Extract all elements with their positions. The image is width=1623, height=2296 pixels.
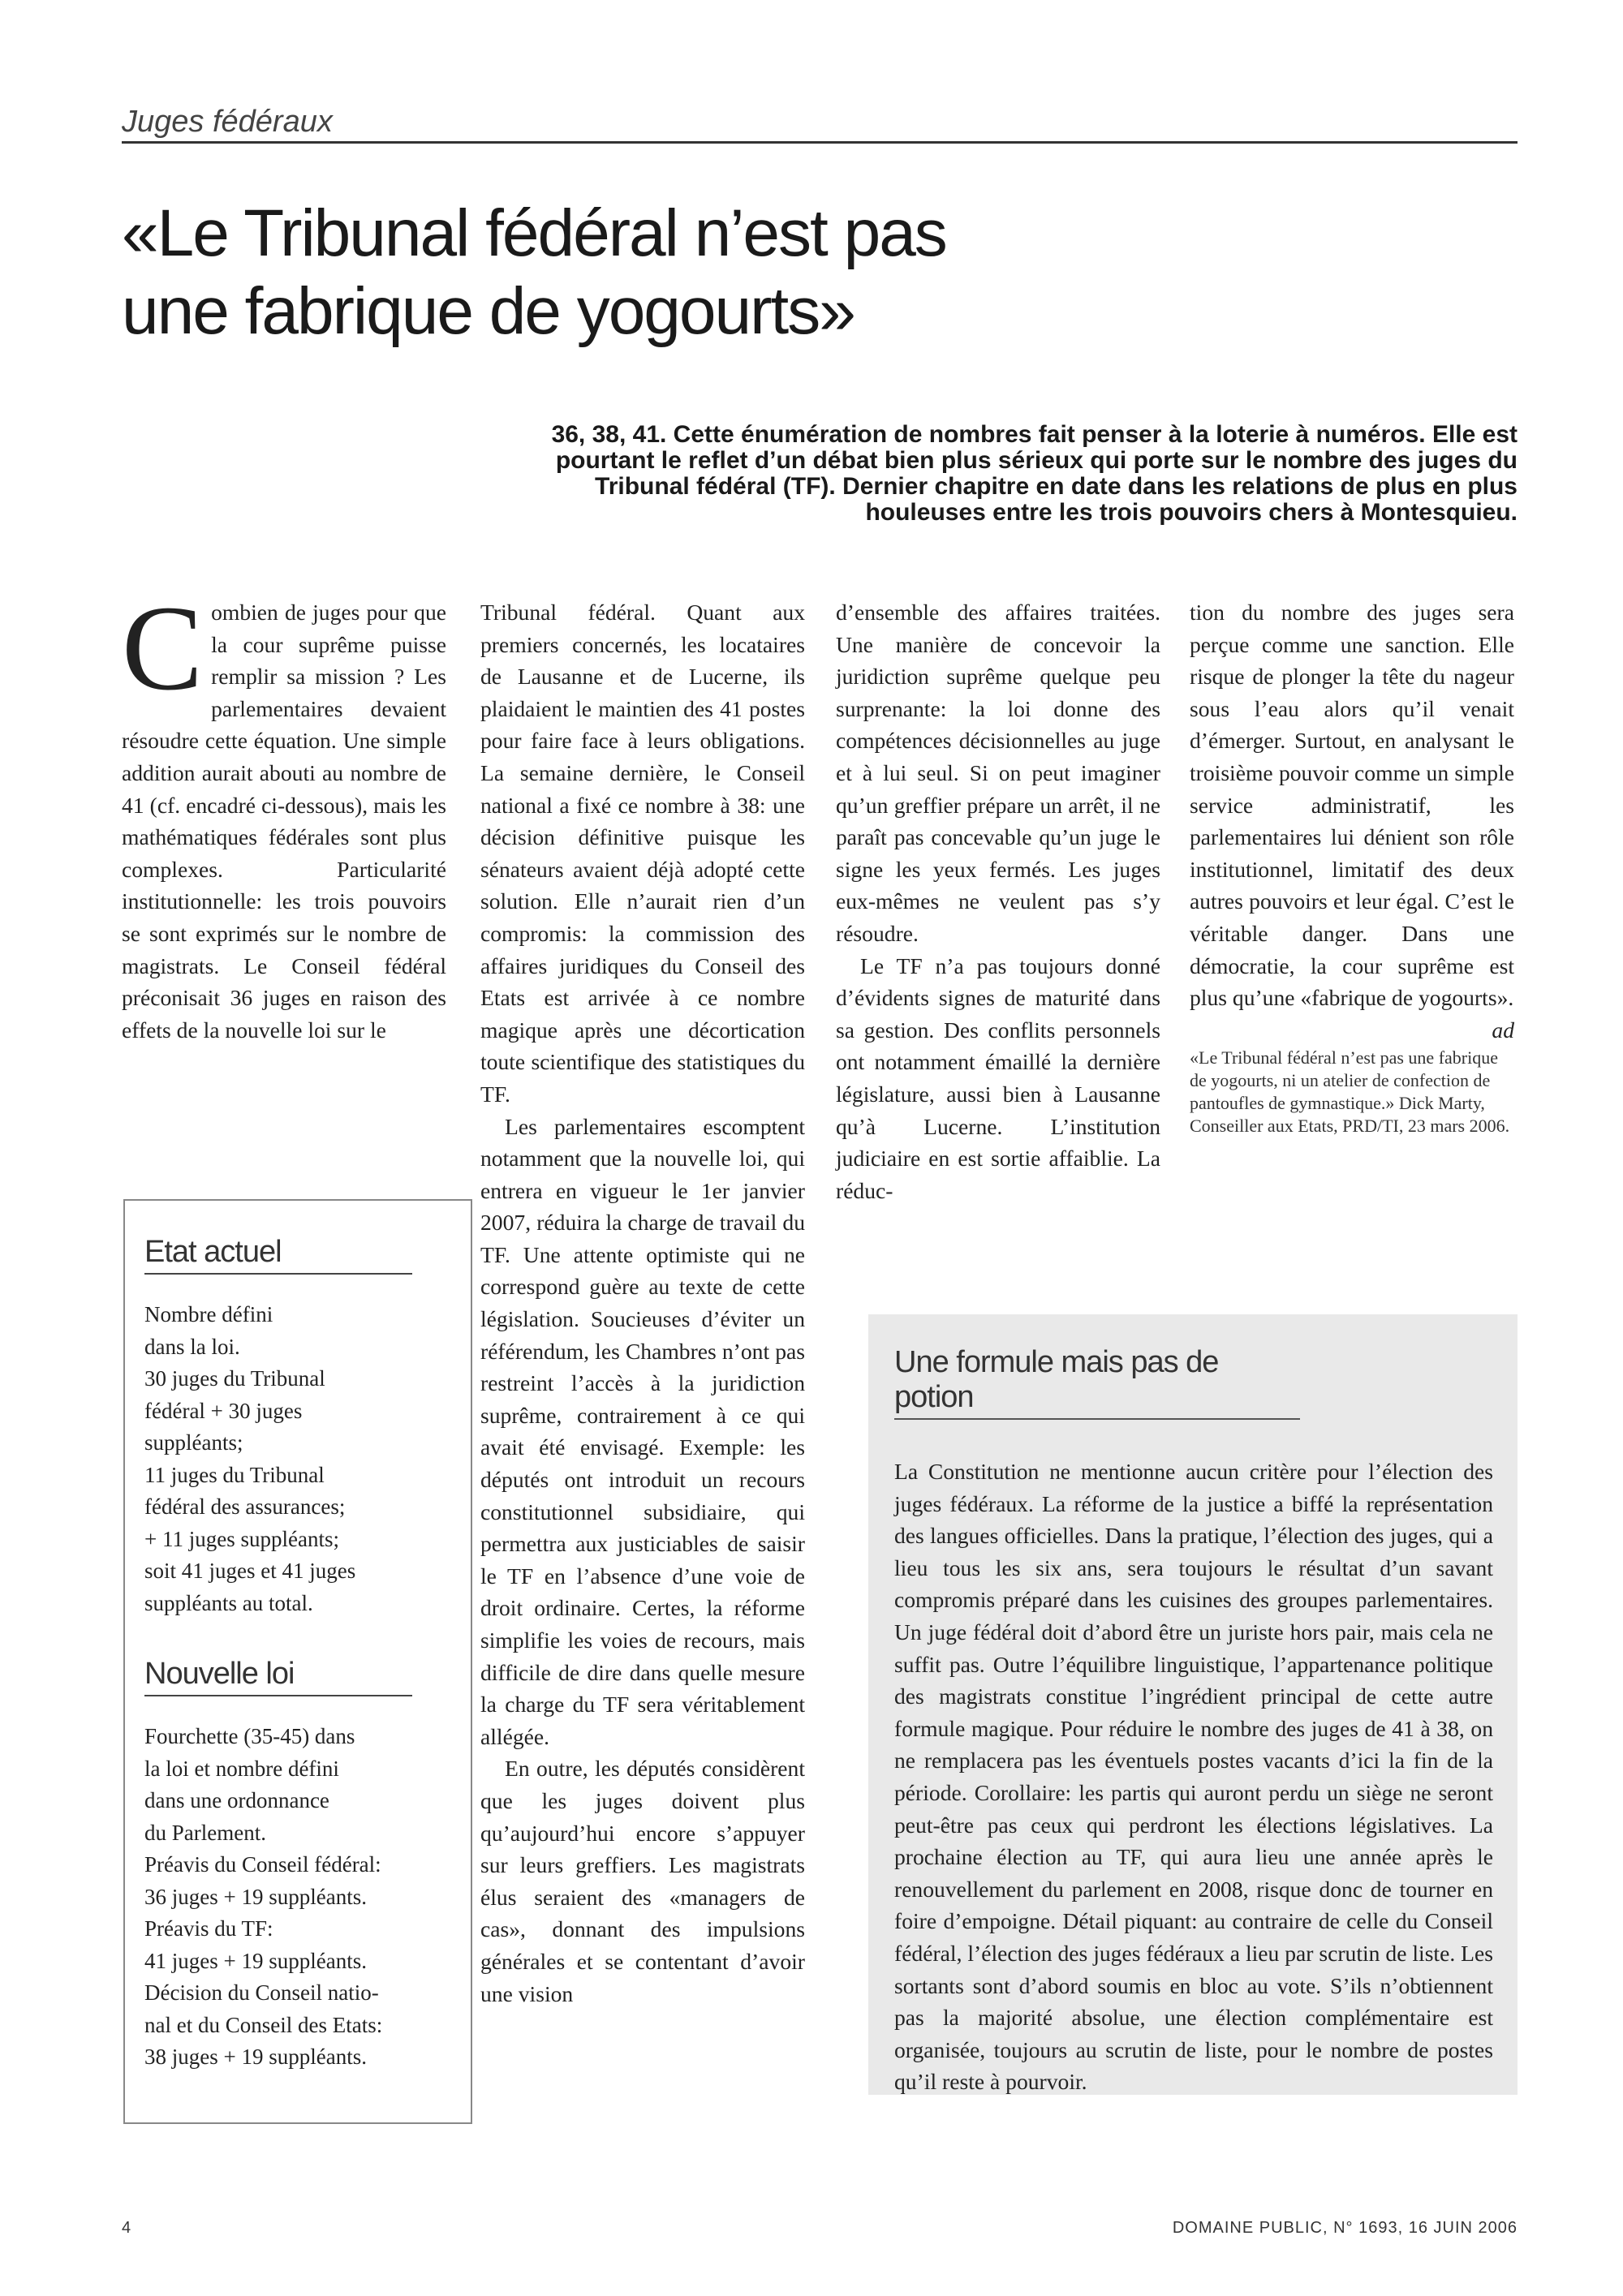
article-lead: 36, 38, 41. Cette énumération de nombres fait penser à la loterie à numéros. Elle est pourtant le reflet d’un débat bien plus sérieux qui porte sur le nombre des juges du Tribunal fédéral (TF). Dernier chapitre en date dans les relations de plus en plus houleuses entre les trois pouvoirs chers à Montesquieu. <box>551 421 1518 526</box>
article-column-1 <box>122 581 446 1046</box>
title-line-2: une fabrique de yogourts» <box>122 274 855 348</box>
box-line: dans la loi. <box>144 1334 240 1359</box>
pull-quote: «Le Tribunal fédéral n’est pas une fabrique de yogourts, ni un atelier de confection de pantoufles de gymnastique.» Dick Marty, Conseiller aux Etats, PRD/TI, 23 mars 2006. <box>1190 1047 1510 1136</box>
box-heading: Une formule mais pas de potion <box>894 1345 1300 1420</box>
article-column-2 <box>480 596 805 2010</box>
article-column-4 <box>1190 596 1514 1137</box>
box-line: la loi et nombre défini <box>144 1756 339 1781</box>
box-line: Nombre défini <box>144 1302 273 1326</box>
paragraph: En outre, les députés considèrent que les juges doivent plus qu’aujourd’hui encore s’appuyer sur leurs greffiers. Les magistrats élus seraient des «managers de cas», donnant des impulsions générales et se contentant d’avoir une vision <box>480 1756 805 2006</box>
column-1-text: ombien de juges pour que la cour suprême puisse remplir sa mission ? Les parlementaires devaient résoudre cette équation. Une simple addition aurait abouti au nombre de 41 (cf. encadré ci-dessous), mais les mathématiques fédérales sont plus complexes. Particularité institutionnelle: les trois pouvoirs se sont exprimés sur le nombre de magistrats. Le Conseil fédéral préconisait 36 juges en raison des effets de la nouvelle loi sur le <box>122 600 446 1043</box>
box-line: suppléants au total. <box>144 1590 313 1615</box>
box-line: Préavis du TF: <box>144 1916 273 1941</box>
author-signature: ad <box>1492 1017 1514 1043</box>
box-line: Décision du Conseil natio- <box>144 1980 379 2005</box>
box-heading: Nouvelle loi <box>144 1657 412 1696</box>
article-title <box>122 195 1339 350</box>
box-line: Préavis du Conseil fédéral: <box>144 1852 381 1877</box>
sidebar-box-etat-actuel <box>123 1199 472 2124</box>
box-list-current <box>144 1299 453 1619</box>
box-line: 36 juges + 19 suppléants. <box>144 1884 367 1909</box>
box-line: nal et du Conseil des Etats: <box>144 2012 383 2037</box>
box-line: 38 juges + 19 suppléants. <box>144 2044 367 2069</box>
box-line: fédéral des assurances; <box>144 1494 346 1519</box>
box-line: + 11 juges suppléants; <box>144 1526 339 1551</box>
page-number: 4 <box>122 2219 132 2237</box>
paragraph: Les parlementaires escomptent notamment que la nouvelle loi, qui entrera en vigueur le 1er janvier 2007, réduira la charge de travail du TF. Une attente optimiste qui ne correspond guère au texte de cette législation. Soucieuses d’éviter un référendum, les Chambres n’ont pas restreint l’accès à la juridiction suprême, contrairement à ce qui avait été envisagé. Exemple: les députés ont introduit un recours constitutionnel subsidiaire, qui permettra aux justiciables de saisir le TF en l’absence d’une voie de droit ordinaire. Certes, la réforme simplifie les voies de recours, mais difficile de dire dans quelle mesure la charge du TF sera véritablement allégée. <box>480 1113 805 1749</box>
paragraph: Tribunal fédéral. Quant aux premiers concernés, les locataires de Lausanne et de Lucerne, ils plaidaient le maintien des 41 postes pour faire face à leurs obligations. La semaine dernière, le Conseil national a fixé ce nombre à 38: une décision définitive puisque les sénateurs avaient déjà adopté cette solution. Elle n’aurait rien d’un compromis: la commission des affaires juridiques du Conseil des Etats est arrivée à ce nombre magique après une décortication toute scientifique des statistiques du TF. <box>480 600 805 1107</box>
box-line: suppléants; <box>144 1430 243 1455</box>
box-line: 11 juges du Tribunal <box>144 1462 325 1487</box>
box-line: du Parlement. <box>144 1820 266 1845</box>
publication-info: DOMAINE PUBLIC, N° 1693, 16 JUIN 2006 <box>1172 2219 1518 2237</box>
box-line: 30 juges du Tribunal <box>144 1366 325 1391</box>
article-column-3 <box>836 596 1160 1206</box>
box-line: soit 41 juges et 41 juges <box>144 1559 356 1583</box>
dropcap: C <box>122 581 204 716</box>
paragraph: d’ensemble des affaires traitées. Une manière de concevoir la juridiction suprême quelque peu surprenante: la loi donne des compétences décisionnelles au juge et à lui seul. Si on peut imaginer qu’un greffier prépare un arrêt, il ne paraît pas concevable qu’un juge le signe les yeux fermés. Les juges eux-mêmes ne veulent pas s’y résoudre. <box>836 600 1160 946</box>
box-line: Fourchette (35-45) dans <box>144 1724 355 1748</box>
title-line-1: «Le Tribunal fédéral n’est pas <box>122 196 946 270</box>
box-line: dans une ordonnance <box>144 1788 329 1812</box>
box-line: fédéral + 30 juges <box>144 1398 303 1423</box>
column-4-text: tion du nombre des juges sera perçue comme une sanction. Elle risque de plonger la tête du nageur sous l’eau alors qu’il venait d’émerger. Surtout, en analysant le troisième pouvoir comme un simple service administratif, les parlementaires lui dénient son rôle institutionnel, limitatif des deux autres pouvoirs et leur égal. C’est le véritable danger. Dans une démocratie, la cour suprême est plus qu’une «fabrique de yogourts». <box>1190 600 1514 1011</box>
box-heading: Etat actuel <box>144 1235 412 1275</box>
paragraph: Le TF n’a pas toujours donné d’évidents signes de maturité dans sa gestion. Des conflits personnels ont notamment émaillé la dernière législature, aussi bien à Lausanne qu’à Lucerne. L’institution judiciaire en est sortie affaiblie. La réduc- <box>836 952 1160 1203</box>
box-list-new <box>144 1721 453 2074</box>
sidebar-box-formule <box>868 1314 1518 2095</box>
box-line: 41 juges + 19 suppléants. <box>144 1948 367 1973</box>
box-text: La Constitution ne mentionne aucun critère pour l’élection des juges fédéraux. La réforme de la justice a biffé la représentation des langues officielles. Dans la pratique, l’élection des juges, qui a lieu tous les six ans, sera toujours le résultat d’un savant compromis préparé dans les cuisines des groupes parlementaires. Un juge fédéral doit d’abord être un juriste hors pair, mais cela ne suffit pas. Outre l’équilibre linguistique, l’appartenance politique des magistrats constitue l’ingrédient principal de cette autre formule magique. Pour réduire le nombre des juges de 41 à 38, on ne remplacera pas les éventuels postes vacants d’ici la fin de la période. Corollaire: les partis qui auront perdu un siège ne seront peut-être pas ceux qui perdront les élections législatives. La prochaine élection au TF, qui aura lieu une année après le renouvellement du parlement en 2008, risque donc de tourner en foire d’empoigne. Détail piquant: au contraire de celle du Conseil fédéral, l’élection des juges fédéraux a lieu par scrutin de liste. Les sortants sont d’abord soumis en bloc au vote. S’ils n’obtiennent pas la majorité absolue, une élection complémentaire est organisée, toujours au scrutin de liste, pour le nombre de postes qu’il reste à pourvoir. <box>894 1459 1493 2095</box>
section-rubric: Juges fédéraux <box>122 104 1518 144</box>
